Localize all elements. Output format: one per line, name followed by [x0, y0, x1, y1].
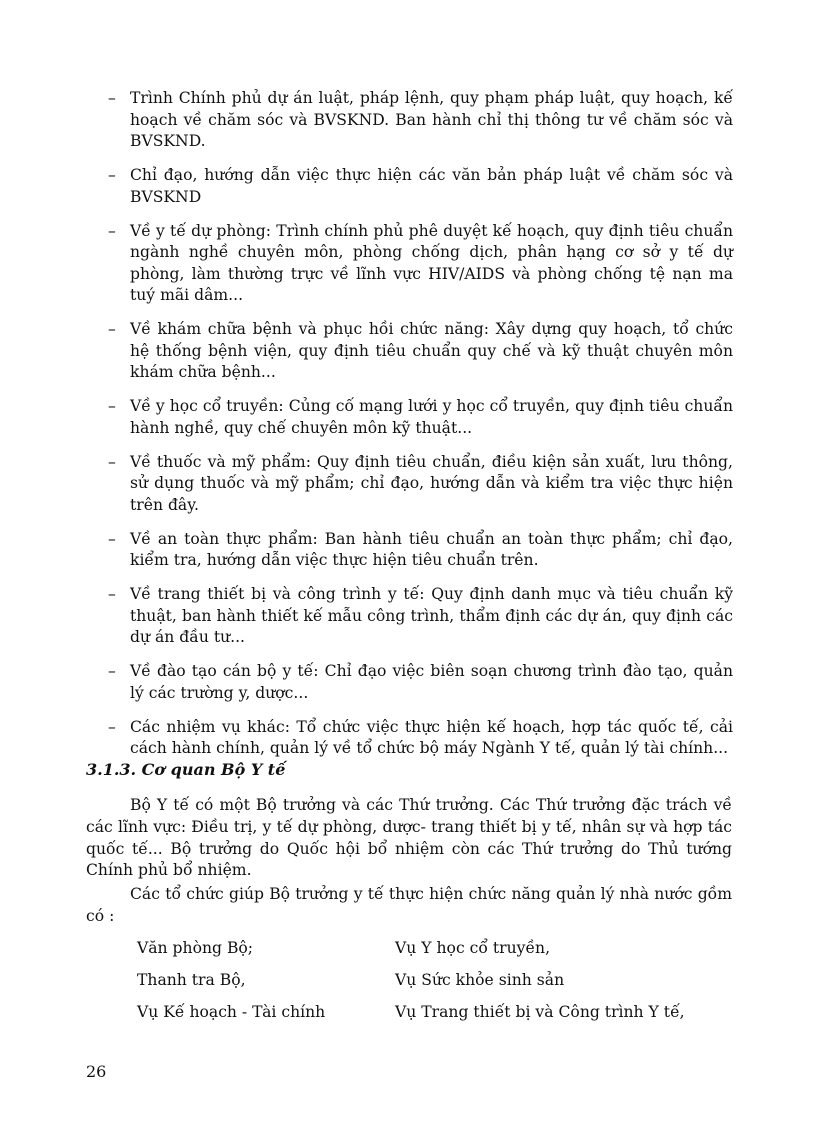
- bullet-text: Các nhiệm vụ khác: Tổ chức việc thực hiện kế hoạch, hợp tác quốc tế, cải cách hành chính, quản lý về tổ chức bộ máy Ngành Y tế, quản lý tài chính...: [130, 717, 733, 757]
- organization-row: [137, 996, 737, 1028]
- bullet-text: Về an toàn thực phẩm: Ban hành tiêu chuẩn an toàn thực phẩm; chỉ đạo, kiểm tra, hướng dẫn việc thực hiện tiêu chuẩn trên.: [130, 529, 733, 569]
- bullet-dash: –: [108, 585, 116, 603]
- duty-bullet-list: [108, 88, 733, 772]
- list-item: [108, 319, 733, 384]
- bullet-dash: –: [108, 397, 116, 415]
- list-item: [108, 529, 733, 572]
- list-item: [108, 88, 733, 153]
- bullet-text: Về y tế dự phòng: Trình chính phủ phê duyệt kế hoạch, quy định tiêu chuẩn ngành nghề chuyên môn, phòng chống dịch, phân hạng cơ sở y tế dự phòng, làm thường trực về lĩnh vực HIV/AIDS và phòng chống tệ nạn ma tuý mãi dâm...: [130, 221, 733, 304]
- list-item: [108, 584, 733, 649]
- organization-left: Văn phòng Bộ;: [137, 939, 254, 957]
- bullet-dash: –: [108, 452, 116, 471]
- section-heading: 3.1.3. Cơ quan Bộ Y tế: [86, 760, 286, 779]
- organization-right: Vụ Sức khỏe sinh sản: [395, 971, 565, 989]
- ministry-leadership-paragraph: Bộ Y tế có một Bộ trưởng và các Thứ trưởng. Các Thứ trưởng đặc trách về các lĩnh vực: Điều trị, y tế dự phòng, dược- trang thiết bị y tế, nhân sự và hợp tác quốc tế... Bộ trưởng do Quốc hội bổ nhiệm còn các Thứ trưởng do Thủ tướng Chính phủ bổ nhiệm.: [86, 796, 732, 880]
- bullet-dash: –: [108, 89, 116, 107]
- organization-right: Vụ Y học cổ truyền,: [395, 939, 551, 957]
- organization-list: [137, 932, 737, 1028]
- organization-row: [137, 932, 737, 964]
- list-item: [108, 396, 733, 439]
- organization-row: [137, 964, 737, 996]
- page-number: 26: [86, 1062, 107, 1081]
- bullet-dash: –: [108, 166, 116, 184]
- organizations-intro-paragraph: Các tổ chức giúp Bộ trưởng y tế thực hiện chức năng quản lý nhà nước gồm có :: [86, 885, 732, 925]
- list-item: [108, 165, 733, 208]
- bullet-text: Về trang thiết bị và công trình y tế: Quy định danh mục và tiêu chuẩn kỹ thuật, ban hành thiết kế mẫu công trình, thẩm định các dự án, quy định các dự án đầu tư...: [130, 585, 733, 646]
- organization-left: Vụ Kế hoạch - Tài chính: [137, 1003, 326, 1021]
- bullet-dash: –: [108, 320, 116, 338]
- list-item: [108, 221, 733, 307]
- organization-right: Vụ Trang thiết bị và Công trình Y tế,: [395, 1003, 685, 1021]
- bullet-dash: –: [108, 717, 116, 736]
- bullet-text: Về đào tạo cán bộ y tế: Chỉ đạo việc biên soạn chương trình đào tạo, quản lý các trường y, dược...: [130, 662, 733, 702]
- bullet-text: Về khám chữa bệnh và phục hồi chức năng: Xây dựng quy hoạch, tổ chức hệ thống bệnh viện, quy định tiêu chuẩn quy chế và kỹ thuật chuyên môn khám chữa bệnh...: [130, 320, 733, 381]
- bullet-text: Về y học cổ truyền: Củng cố mạng lưới y học cổ truyền, quy định tiêu chuẩn hành nghề, quy chế chuyên môn kỹ thuật...: [130, 397, 733, 437]
- bullet-dash: –: [108, 662, 116, 680]
- bullet-dash: –: [108, 529, 116, 548]
- list-item: [108, 452, 733, 517]
- bullet-text: Chỉ đạo, hướng dẫn việc thực hiện các văn bản pháp luật về chăm sóc và BVSKND: [130, 166, 733, 206]
- bullet-dash: –: [108, 221, 116, 240]
- organization-left: Thanh tra Bộ,: [137, 971, 246, 989]
- list-item: [108, 717, 733, 760]
- bullet-text: Về thuốc và mỹ phẩm: Quy định tiêu chuẩn, điều kiện sản xuất, lưu thông, sử dụng thuốc và mỹ phẩm; chỉ đạo, hướng dẫn và kiểm tra việc thực hiện trên đây.: [130, 452, 733, 514]
- bullet-text: Trình Chính phủ dự án luật, pháp lệnh, quy phạm pháp luật, quy hoạch, kế hoạch về chăm sóc và BVSKND. Ban hành chỉ thị thông tư về chăm sóc và BVSKND.: [130, 89, 733, 150]
- list-item: [108, 661, 733, 704]
